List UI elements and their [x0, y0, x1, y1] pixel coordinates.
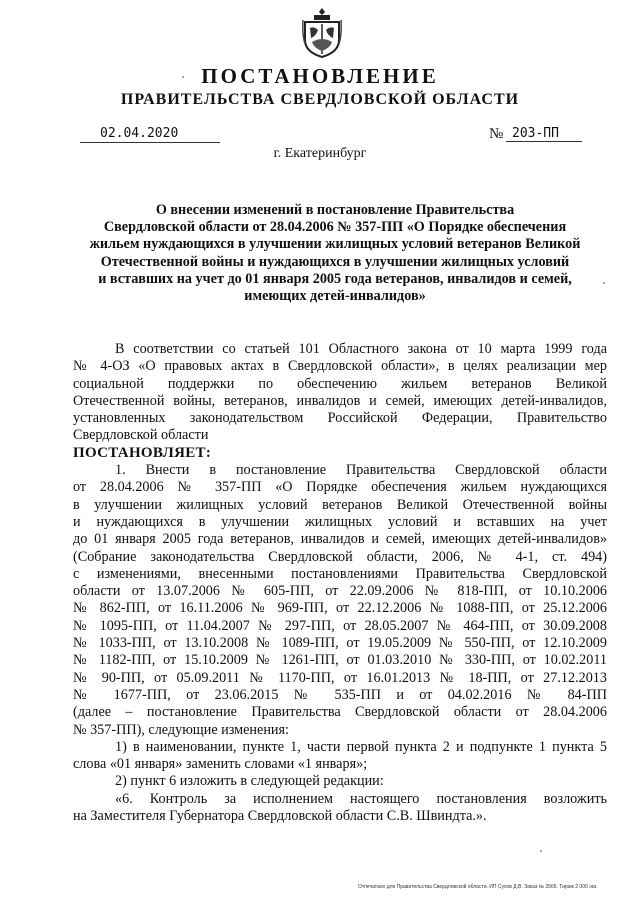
text-line: слова «01 января» заменить словами «1 января»; — [73, 756, 368, 773]
scan-speck — [182, 76, 184, 78]
text-line: 1. Внести в постановление Правительства Свердловской области — [115, 462, 607, 479]
scan-speck — [603, 282, 605, 284]
text-line: № 1033-ПП, от 13.10.2008 № 1089-ПП, от 19.05.2009 № 550-ПП, от 12.10.2009 — [73, 635, 607, 652]
title-line: и вставших на учет до 01 января 2005 года ветеранов, инвалидов и семей, — [98, 270, 572, 287]
text-line: (далее – постановление Правительства Свердловской области от 28.04.2006 — [73, 704, 607, 721]
text-line: на Заместителя Губернатора Свердловской области С.В. Швиндта.». — [73, 808, 487, 825]
title-line: Свердловской области от 28.04.2006 № 357-ПП «О Порядке обеспечения — [103, 219, 567, 236]
preamble — [73, 341, 607, 825]
document-date: 02.04.2020 — [80, 126, 220, 143]
document-title — [70, 202, 600, 305]
text-line: и нуждающихся в улучшении жилищных условий и вставших на учет — [73, 513, 607, 530]
coat-of-arms-emblem — [302, 6, 342, 58]
number-label: № — [489, 126, 504, 142]
text-line: № 862-ПП, от 16.11.2006 № 969-ПП, от 22.12.2006 № 1088-ПП, от 25.12.2006 — [73, 600, 607, 617]
coat-of-arms-icon — [302, 6, 342, 58]
text-line: установленных законодательством Российской Федерации, Правительство — [73, 410, 607, 427]
text-line: В соответствии со статьей 101 Областного закона от 10 марта 1999 года — [115, 341, 607, 357]
city: г. Екатеринбург — [273, 146, 367, 161]
text-line: № 4-ОЗ «О правовых актах в Свердловской области», в целях реализации мер — [73, 358, 607, 375]
text-line: № 90-ПП, от 05.09.2011 № 1170-ПП, от 16.01.2013 № 18-ПП, от 27.12.2013 — [73, 669, 607, 686]
text-line: (Собрание законодательства Свердловской области, 2006, № 4-1, ст. 494) — [73, 548, 607, 565]
title-line: Отечественной войны и нуждающихся в улучшении жилищных условий — [100, 253, 570, 270]
document-type-title: ПОСТАНОВЛЕНИЕ — [201, 64, 439, 88]
title-line: имеющих детей-инвалидов» — [244, 288, 426, 305]
text-line: области от 13.07.2006 № 605-ПП, от 22.09.2006 № 818-ПП, от 10.10.2006 — [73, 583, 607, 600]
text-line: «6. Контроль за исполнением настоящего постановления возложить — [115, 790, 607, 807]
text-line: в улучшении жилищных условий ветеранов Великой Отечественной войны — [73, 496, 607, 513]
text-line: № 1182-ПП, от 15.10.2009 № 1261-ПП, от 01.03.2010 № 330-ПП, от 10.02.2011 — [73, 652, 607, 669]
document-number: 203-ПП — [506, 126, 582, 142]
text-line: от 28.04.2006 № 357-ПП «О Порядке обеспечения жильем нуждающихся — [73, 479, 607, 496]
resolve-heading: ПОСТАНОВЛЯЕТ: — [73, 444, 212, 461]
text-line: № 1095-ПП, от 11.04.2007 № 297-ПП, от 28.05.2007 № 464-ПП, от 30.09.2008 — [73, 617, 607, 634]
text-line: 2) пункт 6 изложить в следующей редакции: — [115, 773, 384, 790]
text-line: до 01 января 2005 года ветеранов, инвалидов и семей, имеющих детей-инвалидов» — [73, 531, 607, 548]
title-line: О внесении изменений в постановление Правительства — [155, 202, 515, 218]
issuer-title: ПРАВИТЕЛЬСТВА СВЕРДЛОВСКОЙ ОБЛАСТИ — [120, 91, 520, 108]
text-line: Отечественной войны, ветеранов, инвалидов и семей, имеющих детей-инвалидов, — [73, 392, 607, 409]
text-line: № 357-ПП), следующие изменения: — [73, 721, 289, 738]
text-line: № 1677-ПП, от 23.06.2015 № 535-ПП и от 04.02.2016 № 84-ПП — [73, 686, 607, 703]
text-line: социальной поддержки по обеспечению жильем ветеранов Великой — [73, 375, 607, 392]
scan-speck — [540, 850, 542, 852]
print-footer: Отпечатано для Правительства Свердловской области. ИП Сухов Д.В. Заказ № 3565. Тираж 2 000 экз. — [358, 884, 598, 890]
title-line: жильем нуждающихся в улучшении жилищных условий ветеранов Великой — [89, 236, 581, 253]
text-line: Свердловской области — [73, 427, 209, 444]
text-line: с изменениями, внесенными постановлениями Правительства Свердловской — [73, 565, 607, 582]
text-line: 1) в наименовании, пункте 1, части первой пункта 2 и подпункте 1 пункта 5 — [115, 738, 607, 755]
